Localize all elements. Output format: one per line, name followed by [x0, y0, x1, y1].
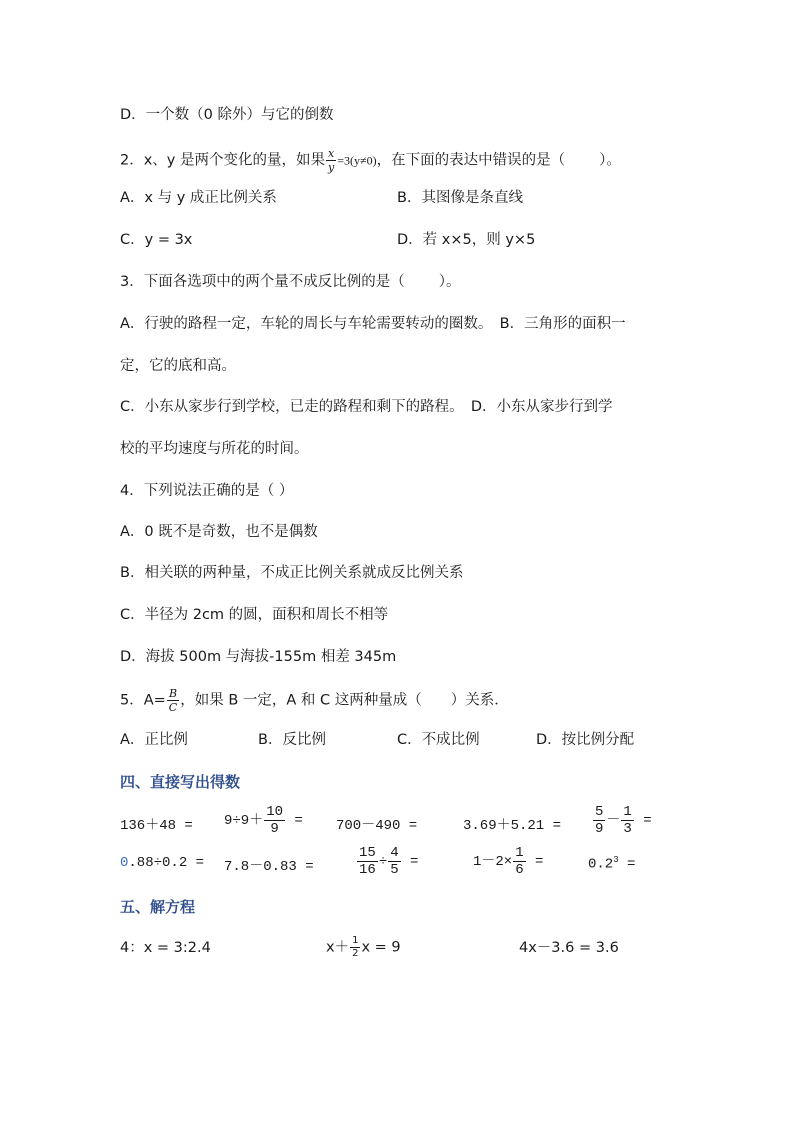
calc-1: 136＋48 =	[120, 818, 193, 834]
calc-5: $\frac{5}{9}$ － $\frac{1}{3}$ =	[595, 804, 652, 837]
q5-option-b: B．反比例	[258, 732, 326, 748]
calc-4: 3.69＋5.21 =	[463, 818, 562, 834]
q3-line-2: 定，它的底和高。	[120, 358, 236, 374]
q2-option-d: D．若 x×5，则 y×5	[397, 232, 536, 248]
q5-option-a: A．正比例	[120, 732, 188, 748]
q2-formula-fraction: $\frac{x}{y}$	[328, 147, 335, 174]
q4-option-b: B．相关联的两种量，不成正比例关系就成反比例关系	[120, 565, 464, 581]
calc-9-fraction: $\frac{1}{6}$	[515, 845, 524, 878]
section-5-title: 五、解方程	[120, 898, 196, 916]
calc-2: 9÷9＋ $\frac{10}{9}$ =	[224, 804, 303, 837]
q3-line-3: C．小东从家步行到学校，已走的路程和剩下的路程。 D．小东从家步行到学	[120, 399, 613, 415]
q5-option-d: D．按比例分配	[536, 732, 635, 748]
equation-2-fraction: $\frac{1}{2}$	[352, 935, 359, 959]
q4-stem: 4．下列说法正确的是（ ）	[120, 483, 294, 499]
q2-option-a: A．x 与 y 成正比例关系	[120, 190, 277, 206]
q4-option-d: D．海拔 500m 与海拔-155m 相差 345m	[120, 649, 397, 665]
q2-stem-c: ）。	[599, 152, 621, 169]
q2-formula-rest: =3(y≠0)	[337, 153, 377, 168]
section-4-title: 四、直接写出得数	[120, 773, 241, 791]
q3-stem: 3．下面各选项中的两个量不成反比例的是（ ）。	[120, 274, 461, 290]
q2-stem	[120, 148, 621, 173]
q4-option-c: C．半径为 2cm 的圆，面积和周长不相等	[120, 607, 389, 623]
calc-5-fraction-1: $\frac{5}{9}$	[595, 804, 604, 837]
q2-option-c: C．y = 3x	[120, 232, 193, 248]
calc-8: $\frac{15}{16}$ ÷ $\frac{4}{5}$ =	[359, 845, 419, 878]
calc-8-fraction-1: $\frac{15}{16}$	[359, 845, 376, 878]
q2-stem-a: 2．x、y 是两个变化的量，如果	[120, 152, 325, 169]
calc-9: 1－2× $\frac{1}{6}$ =	[473, 845, 544, 878]
q1-option-d: D．一个数（0 除外）与它的倒数	[120, 107, 334, 123]
q3-line-4: 校的平均速度与所花的时间。	[120, 441, 309, 457]
calc-3: 700－490 =	[336, 818, 418, 834]
q4-option-a: A．0 既不是奇数，也不是偶数	[120, 524, 318, 540]
equation-3: 4x－3.6 = 3.6	[519, 940, 619, 956]
q2-option-b: B．其图像是条直线	[397, 190, 523, 206]
q2-stem-b: ，在下面的表达中错误的是（	[376, 152, 566, 169]
calc-10: $0.2^3$ =	[588, 855, 636, 873]
calc-6: 0.88÷0.2 =	[120, 855, 205, 871]
calc-8-fraction-2: $\frac{4}{5}$	[390, 845, 399, 878]
calc-5-fraction-2: $\frac{1}{3}$	[623, 804, 632, 837]
equation-2: x＋ $\frac{1}{2}$ x = 9	[326, 935, 401, 959]
calc-2-fraction: $\frac{10}{9}$	[266, 804, 284, 837]
calc-7: 7.8－0.83 =	[224, 859, 314, 875]
q5-option-c: C．不成比例	[397, 732, 480, 748]
q5-fraction: $\frac{B}{C}$	[168, 687, 178, 714]
q5-stem: 5．A= $\frac{B}{C}$ ，如果 B 一定，A 和 C 这两种量成（ ）关系．	[120, 687, 509, 714]
equation-1: 4：x = 3:2.4	[120, 940, 211, 956]
q3-line-1: A．行驶的路程一定，车轮的周长与车轮需要转动的圈数。 B．三角形的面积一	[120, 316, 626, 332]
